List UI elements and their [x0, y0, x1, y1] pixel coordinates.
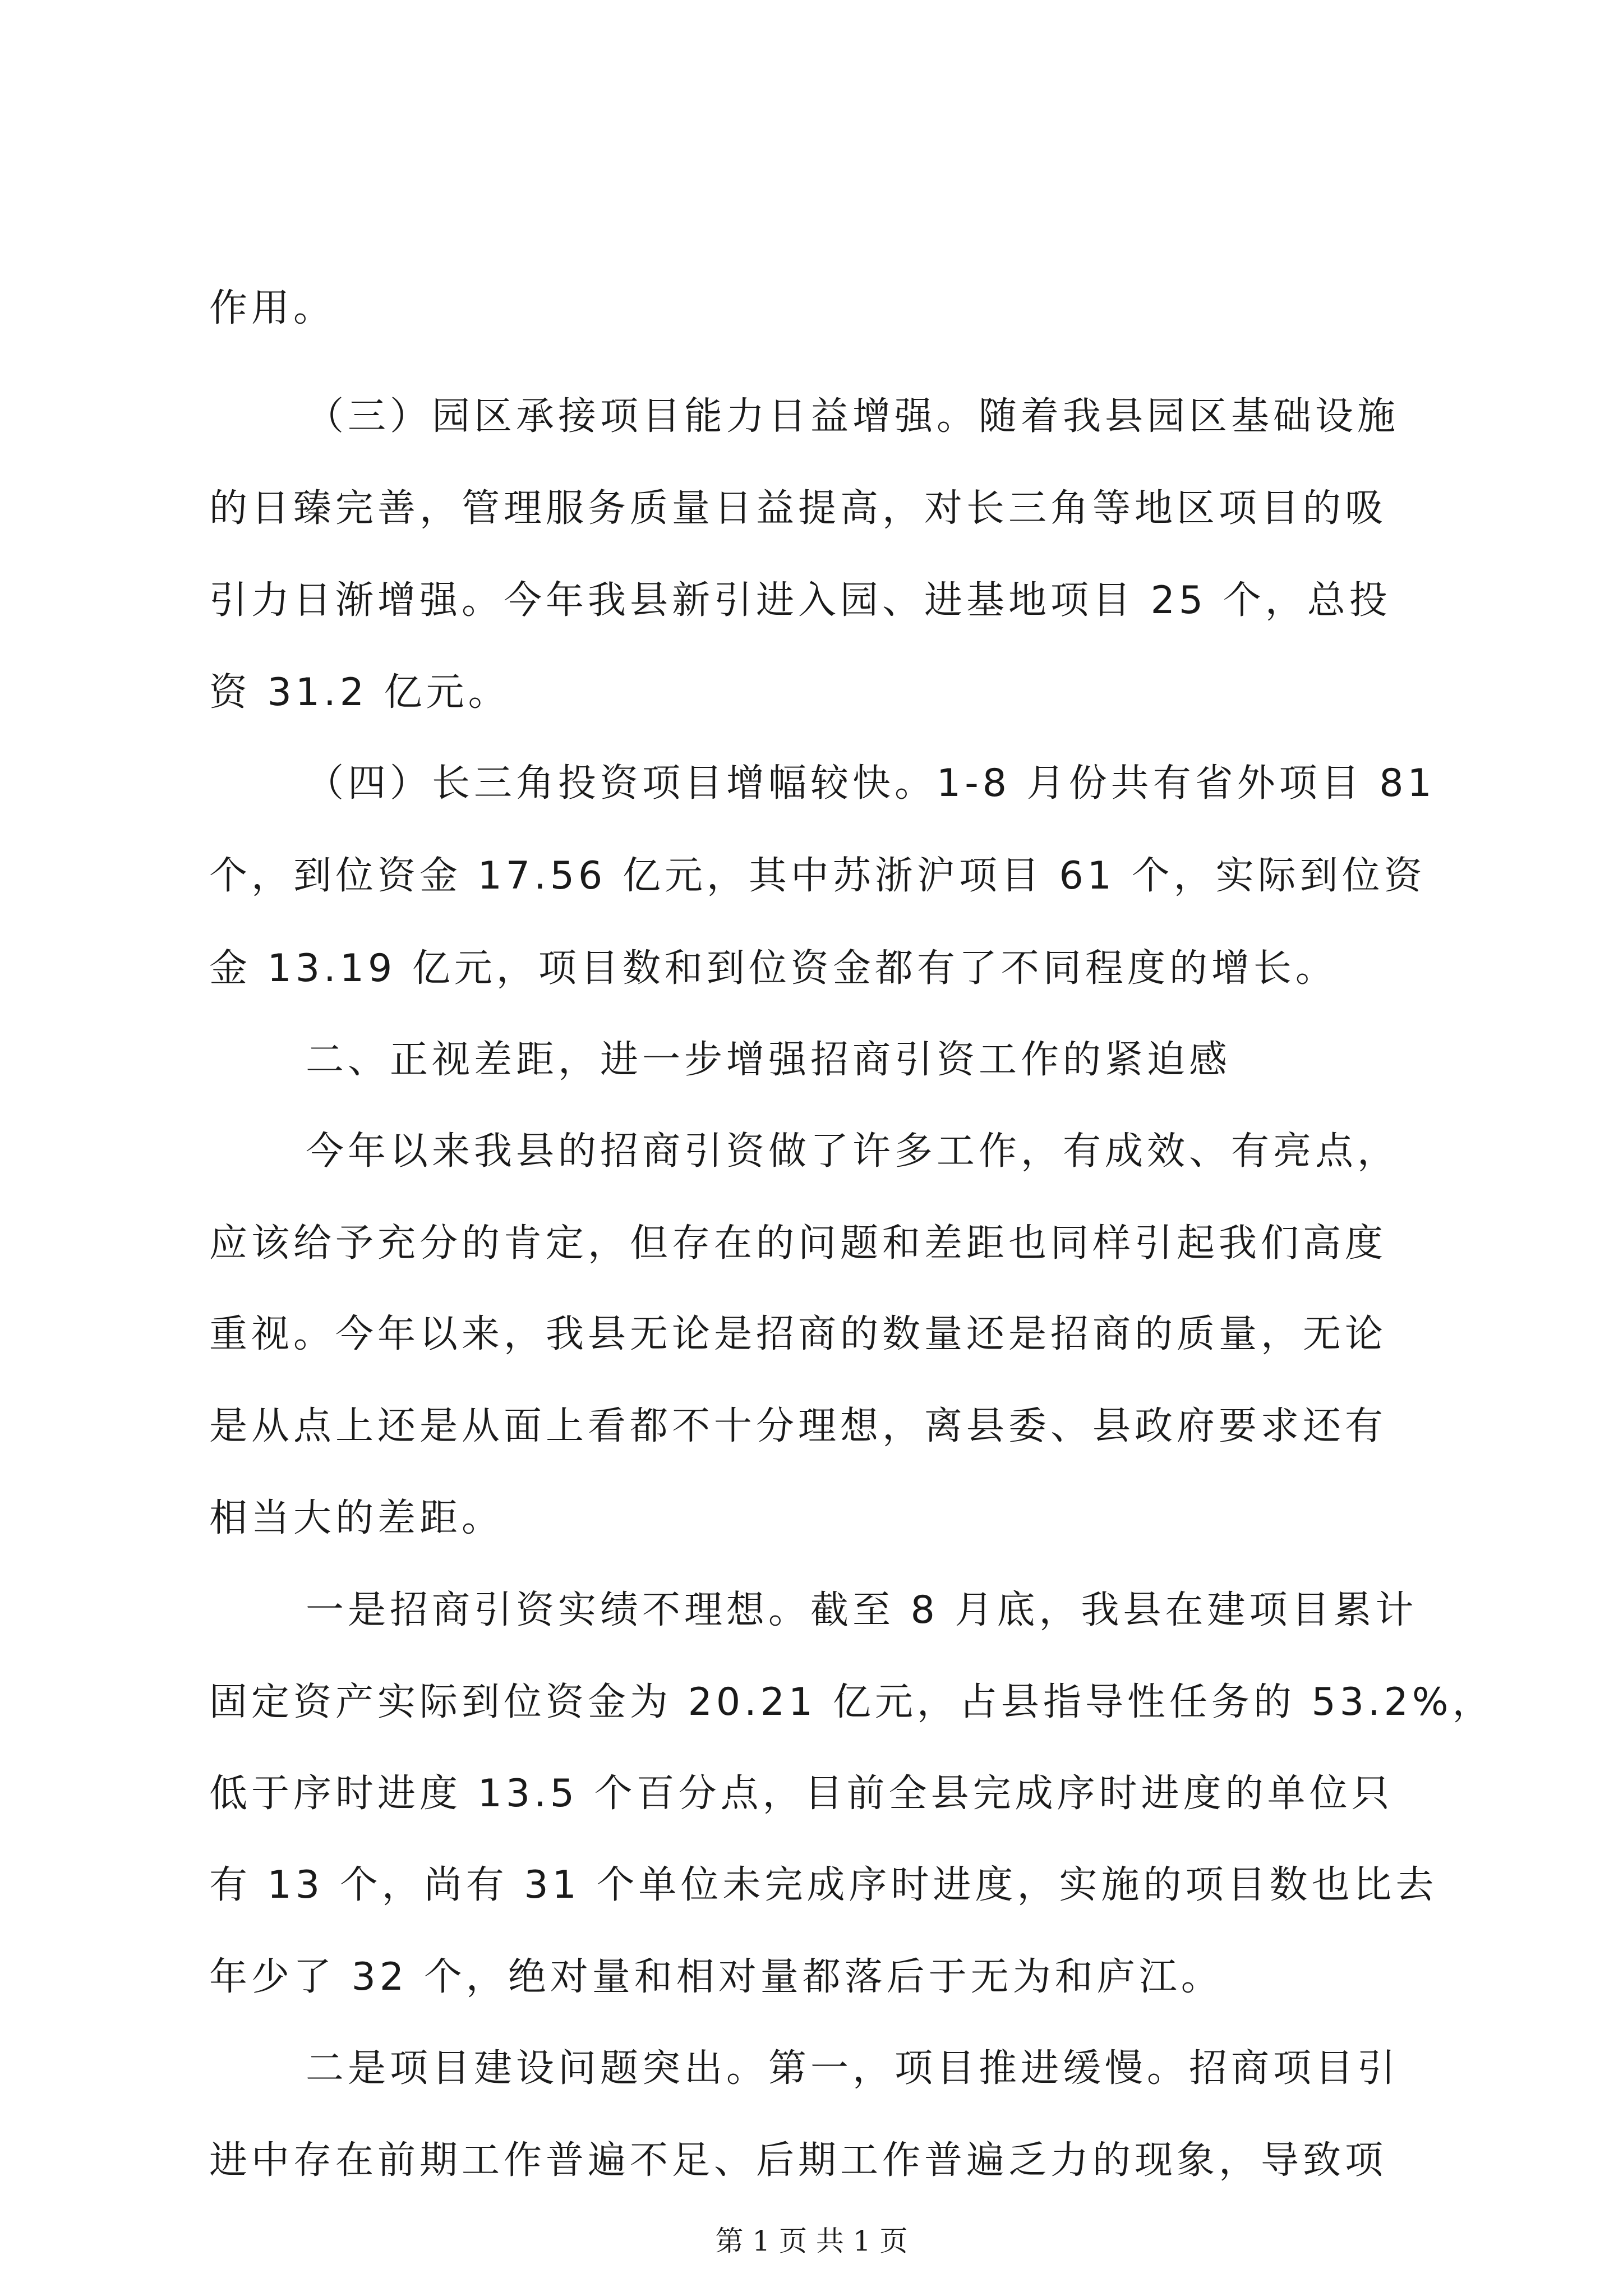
text-line: 作用。	[209, 286, 336, 330]
text-line: 进中存在前期工作普遍不足、后期工作普遍乏力的现象，导致项	[209, 2138, 1387, 2183]
text-line: （三）园区承接项目能力日益增强。随着我县园区基础设施	[306, 394, 1400, 439]
text-line: 应该给予充分的肯定，但存在的问题和差距也同样引起我们高度	[209, 1221, 1387, 1266]
text-line: 是从点上还是从面上看都不十分理想，离县委、县政府要求还有	[209, 1404, 1387, 1448]
text-line: 今年以来我县的招商引资做了许多工作，有成效、有亮点，	[306, 1129, 1400, 1174]
text-line: 低于序时进度 13.5 个百分点，目前全县完成序时进度的单位只	[209, 1772, 1394, 1816]
text-line: 重视。今年以来，我县无论是招商的数量还是招商的质量，无论	[209, 1312, 1387, 1356]
text-line: 一是招商引资实绩不理想。截至 8 月底，我县在建项目累计	[306, 1588, 1418, 1632]
text-line: 个，到位资金 17.56 亿元，其中苏浙沪项目 61 个，实际到位资	[209, 854, 1426, 898]
text-line: 引力日渐增强。今年我县新引进入园、进基地项目 25 个，总投	[209, 578, 1391, 623]
text-line: 年少了 32 个，绝对量和相对量都落后于无为和庐江。	[209, 1955, 1223, 1999]
text-line: （四）长三角投资项目增幅较快。1-8 月份共有省外项目 81	[306, 761, 1436, 806]
section-heading: 二、正视差距，进一步增强招商引资工作的紧迫感	[306, 1038, 1232, 1082]
text-line: 固定资产实际到位资金为 20.21 亿元，占县指导性任务的 53.2%，	[209, 1680, 1495, 1724]
text-line: 金 13.19 亿元，项目数和到位资金都有了不同程度的增长。	[209, 946, 1338, 991]
text-line: 二是项目建设问题突出。第一，项目推进缓慢。招商项目引	[306, 2046, 1400, 2091]
text-line: 的日臻完善，管理服务质量日益提高，对长三角等地区项目的吸	[209, 486, 1387, 531]
text-line: 有 13 个，尚有 31 个单位未完成序时进度，实施的项目数也比去	[209, 1863, 1438, 1907]
text-line: 资 31.2 亿元。	[209, 670, 510, 715]
page-footer: 第 1 页 共 1 页	[715, 2225, 908, 2257]
text-line: 相当大的差距。	[209, 1496, 504, 1540]
